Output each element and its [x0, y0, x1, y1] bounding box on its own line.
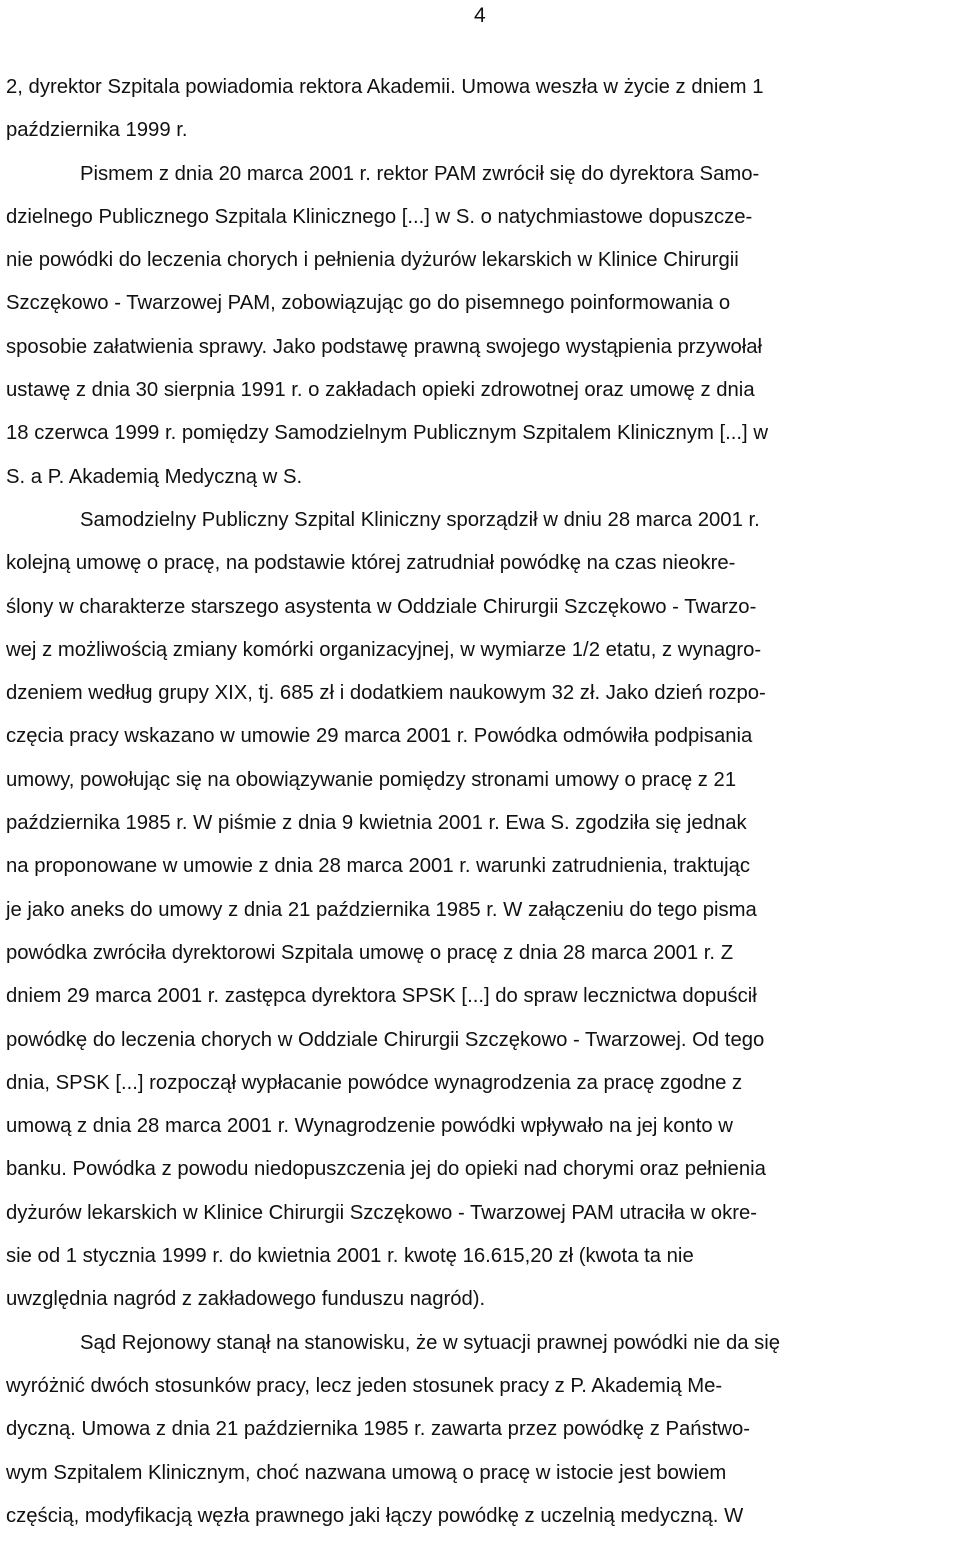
text-line: wym Szpitalem Klinicznym, choć nazwana umową o pracę w istocie jest bowiem — [6, 1461, 727, 1484]
text-line: dzielnego Publicznego Szpitala Klinicznego [...] w S. o natychmiastowe dopuszcze- — [6, 205, 753, 228]
text-line: października 1999 r. — [6, 119, 188, 142]
text-line: częcia pracy wskazano w umowie 29 marca 2001 r. Powódka odmówiła podpisania — [6, 725, 753, 748]
text-line: S. a P. Akademią Medyczną w S. — [6, 465, 303, 488]
text-line: uwzględnia nagród z zakładowego funduszu nagród). — [6, 1288, 486, 1311]
text-line: Szczękowo - Twarzowej PAM, zobowiązując go do pisemnego poinformowania o — [6, 292, 731, 315]
text-line: umowy, powołując się na obowiązywanie pomiędzy stronami umowy o pracę z 21 — [6, 768, 737, 791]
text-line: ślony w charakterze starszego asystenta w Oddziale Chirurgii Szczękowo - Twarzo- — [6, 595, 757, 618]
text-line: powódkę do leczenia chorych w Oddziale Chirurgii Szczękowo - Twarzowej. Od tego — [6, 1028, 765, 1051]
text-line: umową z dnia 28 marca 2001 r. Wynagrodzenie powódki wpływało na jej konto w — [6, 1115, 733, 1138]
text-line: dnia, SPSK [...] rozpoczął wypłacanie powódce wynagrodzenia za pracę zgodne z — [6, 1071, 743, 1094]
text-line: wyróżnić dwóch stosunków pracy, lecz jeden stosunek pracy z P. Akademią Me- — [6, 1374, 723, 1397]
text-line: 18 czerwca 1999 r. pomiędzy Samodzielnym Publicznym Szpitalem Klinicznym [...] w — [6, 422, 768, 445]
document-body — [6, 66, 956, 1538]
text-line: dyczną. Umowa z dnia 21 października 1985 r. zawarta przez powódkę z Państwo- — [6, 1418, 751, 1441]
text-line: je jako aneks do umowy z dnia 21 października 1985 r. W załączeniu do tego pisma — [6, 898, 757, 921]
text-line: wej z możliwością zmiany komórki organizacyjnej, w wymiarze 1/2 etatu, z wynagro- — [6, 638, 762, 661]
text-line: dyżurów lekarskich w Klinice Chirurgii Szczękowo - Twarzowej PAM utraciła w okre- — [6, 1201, 758, 1224]
page-number: 4 — [474, 4, 486, 27]
text-line: powódka zwróciła dyrektorowi Szpitala umowę o pracę z dnia 28 marca 2001 r. Z — [6, 941, 734, 964]
text-line: Pismem z dnia 20 marca 2001 r. rektor PAM zwrócił się do dyrektora Samo- — [80, 162, 760, 185]
text-line: dzeniem według grupy XIX, tj. 685 zł i dodatkiem naukowym 32 zł. Jako dzień rozpo- — [6, 682, 766, 705]
text-line: sie od 1 stycznia 1999 r. do kwietnia 2001 r. kwotę 16.615,20 zł (kwota ta nie — [6, 1245, 694, 1268]
text-line: ustawę z dnia 30 sierpnia 1991 r. o zakładach opieki zdrowotnej oraz umowę z dnia — [6, 379, 755, 402]
text-line: częścią, modyfikacją węzła prawnego jaki łączy powódkę z uczelnią medyczną. W — [6, 1504, 744, 1527]
paragraph-p4 — [6, 1322, 956, 1538]
text-line: Sąd Rejonowy stanął na stanowisku, że w sytuacji prawnej powódki nie da się — [80, 1331, 781, 1354]
paragraph-p2 — [6, 153, 956, 499]
text-line: października 1985 r. W piśmie z dnia 9 kwietnia 2001 r. Ewa S. zgodziła się jednak — [6, 812, 747, 835]
text-line: kolejną umowę o pracę, na podstawie której zatrudniał powódkę na czas nieokre- — [6, 552, 736, 575]
text-line: banku. Powódka z powodu niedopuszczenia jej do opieki nad chorymi oraz pełnienia — [6, 1158, 766, 1181]
text-line: na proponowane w umowie z dnia 28 marca 2001 r. warunki zatrudnienia, traktując — [6, 855, 751, 878]
text-line: 2, dyrektor Szpitala powiadomia rektora Akademii. Umowa weszła w życie z dniem 1 — [6, 76, 764, 98]
text-line: sposobie załatwienia sprawy. Jako podstawę prawną swojego wystąpienia przywołał — [6, 335, 763, 358]
text-line: Samodzielny Publiczny Szpital Kliniczny sporządził w dniu 28 marca 2001 r. — [80, 508, 760, 531]
paragraph-p1 — [6, 66, 956, 153]
paragraph-p3 — [6, 499, 956, 1322]
text-line: nie powódki do leczenia chorych i pełnienia dyżurów lekarskich w Klinice Chirurgii — [6, 249, 739, 272]
text-line: dniem 29 marca 2001 r. zastępca dyrektora SPSK [...] do spraw lecznictwa dopuścił — [6, 985, 757, 1008]
